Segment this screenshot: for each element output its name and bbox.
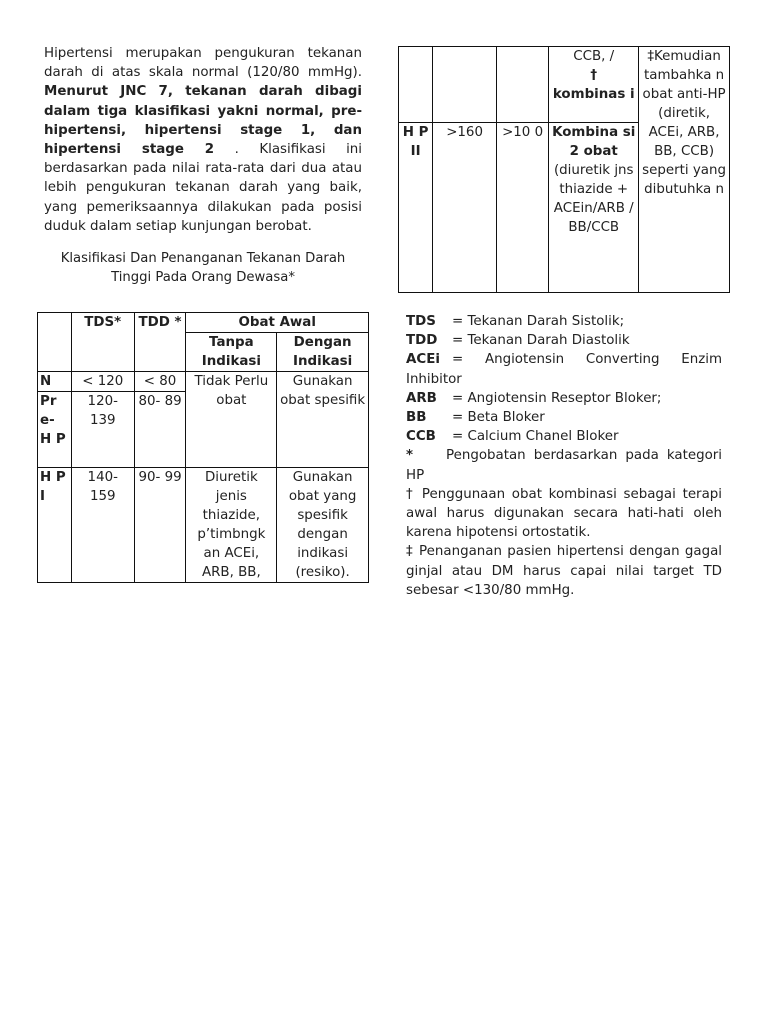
legend-value: = Tekanan Darah Diastolik (452, 333, 630, 349)
header-tanpa-indikasi: Tanpa Indikasi (186, 333, 277, 372)
legend-item (406, 446, 722, 484)
legend-key: ARB (406, 390, 437, 406)
cell-tanpa: Diuretik jenis thiazide, p’timbngk an ACEi, ARB, BB, (186, 468, 277, 583)
classification-table-continued (398, 46, 730, 293)
cell-empty (399, 47, 433, 123)
cell-dengan: ‡Kemudian tambahka n obat anti-HP (diretik, ACEi, ARB, BB, CCB) seperti yang dibutuhka n (639, 47, 730, 293)
header-tdd: TDD * (134, 313, 186, 372)
cell-tdd: >10 0 (496, 123, 548, 293)
row-label: H P II (399, 123, 433, 293)
legend-item (406, 408, 722, 427)
row-label: N (38, 372, 72, 392)
row-label: Pr e- H P (38, 392, 72, 468)
cell-empty (433, 47, 497, 123)
header-tds: TDS* (71, 313, 134, 372)
legend (406, 312, 722, 600)
legend-key: TDD (406, 333, 438, 349)
table-row (399, 47, 730, 123)
cell-tds: 120- 139 (71, 392, 134, 468)
legend-key: CCB (406, 429, 436, 445)
legend-item (406, 331, 722, 350)
legend-value: = Tekanan Darah Sistolik; (452, 314, 625, 329)
table-header-row (38, 313, 369, 333)
cell-dengan: Gunakan obat yang spesifik dengan indikasi (resiko). (277, 468, 369, 583)
cell-tanpa-bold: Kombina si 2 obat (552, 125, 636, 159)
legend-value: Pengobatan berdasarkan pada kategori HP (406, 448, 722, 483)
legend-item (406, 312, 722, 331)
dagger-symbol: † (590, 68, 598, 83)
legend-item (406, 350, 722, 388)
legend-value: = Angiotensin Converting Enzim Inhibitor (406, 352, 722, 387)
cell-tdd: 90- 99 (134, 468, 186, 583)
cell-tds: 140- 159 (71, 468, 134, 583)
classification-table (37, 312, 369, 583)
table-caption: Klasifikasi Dan Penanganan Tekanan Darah Tinggi Pada Orang Dewasa* (60, 251, 346, 286)
legend-value: = Beta Bloker (452, 410, 545, 426)
header-empty (38, 313, 72, 372)
legend-item (406, 389, 722, 408)
cell-dengan: Gunakan obat spesifik (277, 372, 369, 468)
cell-tanpa-text: (diuretik jns thiazide + ACEin/ARB / BB/CCB (553, 163, 634, 235)
cell-tanpa (549, 123, 639, 293)
cell-tanpa (549, 47, 639, 123)
cell-tanpa-bold: kombinas i (552, 87, 635, 102)
cell-tdd: < 80 (134, 372, 186, 392)
note-dagger: † Penggunaan obat kombinasi sebagai terapi awal harus digunakan secara hati-hati oleh karena hipotensi ortostatik. (406, 486, 722, 541)
table-row (38, 468, 369, 583)
intro-section (44, 44, 362, 287)
table-row (38, 372, 369, 392)
cell-tanpa-text: CCB, / (573, 49, 615, 64)
legend-item (406, 427, 722, 446)
intro-paragraph (44, 44, 362, 236)
header-obat-awal: Obat Awal (186, 313, 369, 333)
cell-tds: < 120 (71, 372, 134, 392)
legend-value: = Angiotensin Reseptor Bloker; (452, 390, 662, 406)
intro-bold-text: Menurut JNC 7, tekanan darah dibagi dalam tiga klasifikasi yakni normal, pre-hipertensi, hipertensi stage 1, dan hipertensi stage 2 (44, 84, 362, 158)
cell-tanpa: Tidak Perlu obat (186, 372, 277, 468)
row-label: H P I (38, 468, 72, 583)
legend-value: = Calcium Chanel Bloker (452, 429, 619, 445)
legend-key: * (406, 448, 414, 464)
intro-text-2: . Klasifikasi ini berdasarkan pada nilai rata-rata dari dua atau lebih pengukuran tekanan darah yang baik, yang pemeriksaannya dilakukan pada posisi duduk dalam setiap kunjungan berobat. (44, 142, 362, 234)
note-double-dagger: ‡ Penanganan pasien hipertensi dengan gagal ginjal atau DM harus capai nilai target TD sebesar <130/80 mmHg. (406, 544, 722, 598)
cell-tds: >160 (433, 123, 497, 293)
legend-key: BB (406, 410, 427, 426)
legend-key: TDS (406, 314, 436, 329)
intro-text-1: Hipertensi merupakan pengukuran tekanan darah di atas skala normal (120/80 mmHg). (44, 46, 362, 81)
cell-empty (496, 47, 548, 123)
header-dengan-indikasi: Dengan Indikasi (277, 333, 369, 372)
cell-tdd: 80- 89 (134, 392, 186, 468)
legend-key: ACEi (406, 352, 440, 368)
